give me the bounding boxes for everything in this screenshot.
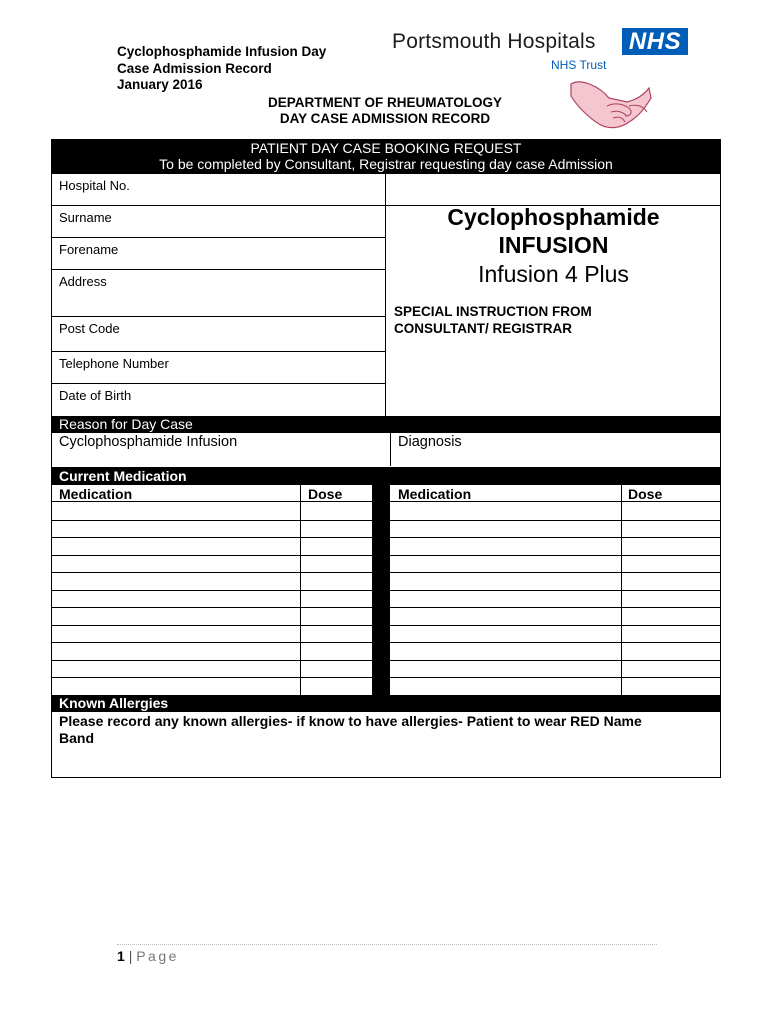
medication-row-line (52, 607, 720, 608)
footer-rule (117, 944, 657, 945)
surname-field[interactable] (52, 206, 385, 238)
reason-divider (390, 433, 391, 466)
booking-request-title: PATIENT DAY CASE BOOKING REQUEST (250, 140, 522, 156)
booking-request-title-bar (52, 140, 720, 174)
post-code-field[interactable] (52, 317, 385, 352)
booking-form (51, 139, 721, 778)
allergies-instruction[interactable] (59, 713, 714, 747)
drug-title-block (387, 203, 720, 289)
medication-row-line (52, 572, 720, 573)
medication-row-line (52, 537, 720, 538)
forename-label: Forename (59, 242, 119, 257)
diagnosis-label[interactable]: Diagnosis (398, 434, 462, 450)
handshake-logo-icon (569, 76, 653, 134)
special-instruction-line1: SPECIAL INSTRUCTION FROM (394, 304, 592, 319)
reason-section-bar (52, 416, 720, 433)
special-instruction-line2: CONSULTANT/ REGISTRAR (394, 321, 572, 336)
doc-title-line1: Cyclophosphamide Infusion Day (117, 44, 327, 59)
doc-date: January 2016 (117, 77, 203, 92)
reason-value: Cyclophosphamide Infusion (59, 434, 238, 450)
nhs-logo: NHS (622, 28, 688, 55)
dose-col-header: Dose (308, 486, 343, 502)
date-of-birth-label: Date of Birth (59, 388, 132, 403)
nhs-trust-label: NHS Trust (551, 58, 607, 72)
page-footer (117, 948, 179, 964)
drug-regimen: Infusion 4 Plus (478, 261, 629, 287)
address-field[interactable] (52, 270, 385, 317)
medication-section-bar (52, 467, 720, 485)
patient-panel-divider (385, 174, 386, 416)
page-label: Page (136, 948, 179, 964)
doc-title-line2: Case Admission Record (117, 60, 272, 76)
allergies-instruction-line1: Please record any known allergies- if know to have allergies- Patient to wear RED Name (59, 713, 642, 729)
medication-row-line (52, 642, 720, 643)
medication-row-line (52, 590, 720, 591)
page-number: 1 (117, 948, 125, 964)
special-instruction-area[interactable] (394, 303, 592, 337)
telephone-label: Telephone Number (59, 356, 169, 371)
medication-row-line (52, 625, 720, 626)
telephone-field[interactable] (52, 352, 385, 384)
address-label: Address (59, 274, 107, 289)
drug-route: INFUSION (498, 232, 609, 258)
medication-row-line (52, 677, 720, 678)
medication-row-line (52, 555, 720, 556)
post-code-label: Post Code (59, 321, 120, 336)
medication-col-header-2: Medication (398, 486, 472, 502)
medication-row-line (52, 520, 720, 521)
dose-col-header-2: Dose (628, 486, 663, 502)
allergies-instruction-line2: Band (59, 730, 94, 746)
hospital-name: Portsmouth Hospitals (392, 30, 596, 53)
forename-field[interactable] (52, 238, 385, 270)
department-line1: DEPARTMENT OF RHEUMATOLOGY (268, 95, 502, 110)
hospital-number-field[interactable] (52, 174, 720, 206)
drug-name: Cyclophosphamide (447, 204, 660, 230)
surname-label: Surname (59, 210, 112, 225)
medication-col-header: Medication (59, 486, 133, 502)
allergies-section-bar (52, 695, 720, 712)
date-of-birth-field[interactable] (52, 384, 385, 416)
medication-row-line (52, 660, 720, 661)
document-header (117, 44, 326, 94)
medication-table-body[interactable] (52, 502, 720, 695)
medication-section-title: Current Medication (59, 468, 187, 484)
page-separator: | (128, 948, 133, 964)
department-line2: DAY CASE ADMISSION RECORD (279, 111, 491, 126)
department-heading (230, 95, 540, 127)
hospital-number-label: Hospital No. (59, 178, 130, 193)
reason-section-title: Reason for Day Case (59, 416, 193, 432)
booking-request-subtitle: To be completed by Consultant, Registrar requesting day case Admission (159, 155, 613, 172)
allergies-section-title: Known Allergies (59, 695, 169, 711)
